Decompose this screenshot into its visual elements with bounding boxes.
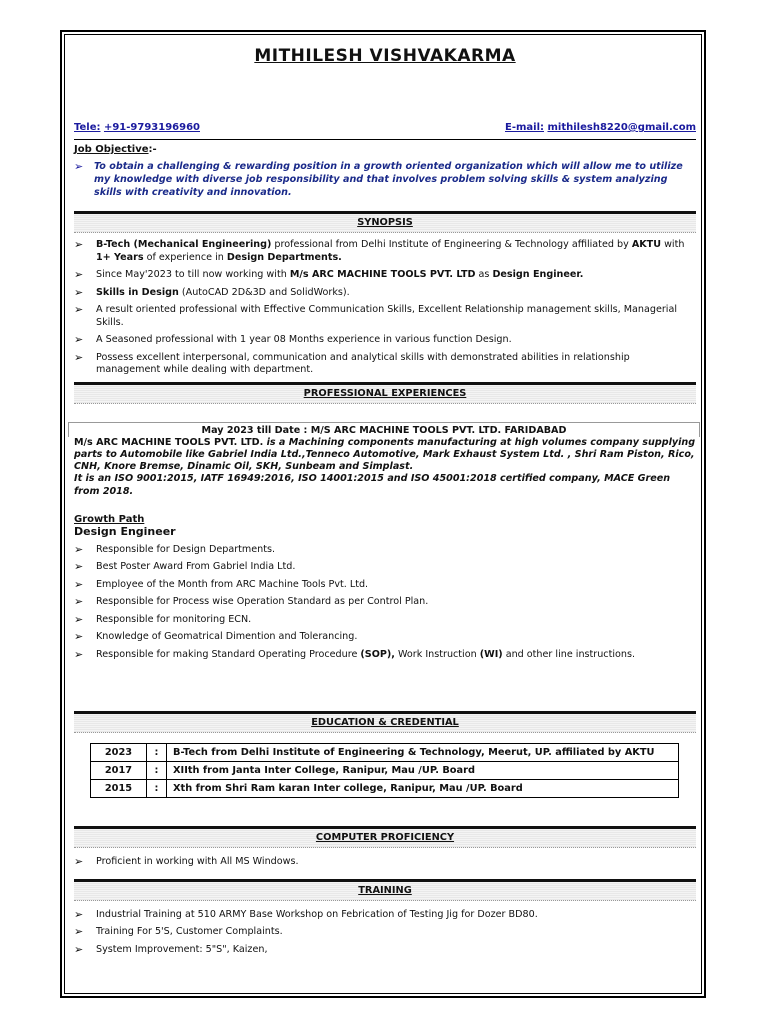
list-item [74,304,696,329]
education-desc-cell: B-Tech from Delhi Institute of Engineering & Technology, Meerut, UP. affiliated by AKTU [167,744,679,762]
education-sep-cell: : [147,744,167,762]
list-item [74,631,696,644]
table-row [91,744,679,762]
list-item-text: B-Tech (Mechanical Engineering) professional from Delhi Institute of Engineering & Technology affiliated by AKTU with 1+ Years of experience in Design Departments. [96,239,685,263]
list-item-text: Industrial Training at 510 ARMY Base Workshop on Febrication of Testing Jig for Dozer BD80. [96,908,538,920]
bullet-arrow-icon: ➢ [74,542,84,556]
synopsis-list [74,239,696,377]
company-description: M/s ARC MACHINE TOOLS PVT. LTD. is a Machining components manufacturing at high volumes company supplying parts to Automobile like Gabriel India Ltd.,Tenneco Automotive, Mark Exhaust System Ltd. , Shri Ram Piston, Rico, CNH, Knore Bremse, Dinamic Oil, SKH, Sunbeam and Simplast. It is an ISO 9001:2015, IATF 16949:2016, ISO 14001:2015 and ISO 45001:2018 certified company, MACE Green from 2018. [74,436,696,497]
list-item [74,909,696,922]
computer-heading: COMPUTER PROFICIENCY [74,826,696,848]
list-item [74,239,696,264]
phone-label: Tele: [74,122,101,133]
computer-list [74,856,696,869]
responsibility-list [74,544,696,662]
experience-period-bar: May 2023 till Date : M/S ARC MACHINE TOOLS PVT. LTD. FARIDABAD [68,422,700,437]
bullet-arrow-icon: ➢ [74,577,84,591]
contact-row [74,122,696,133]
bullet-arrow-icon: ➢ [74,612,84,626]
education-year-cell: 2017 [91,762,147,780]
list-item [74,596,696,609]
education-sep-cell: : [147,780,167,798]
list-item-text: Best Poster Award From Gabriel India Ltd. [96,561,296,573]
list-item-text: A result oriented professional with Effective Communication Skills, Excellent Relationship management skills, Managerial Skills. [96,304,678,328]
email-link[interactable]: mithilesh8220@gmail.com [547,122,696,133]
experience-heading: PROFESSIONAL EXPERIENCES [74,382,696,404]
list-item-text: A Seasoned professional with 1 year 08 Months experience in various function Design. [96,334,512,345]
education-sep-cell: : [147,762,167,780]
growth-path-title: Growth Path [74,513,145,525]
table-row [91,762,679,780]
bullet-arrow-icon: ➢ [74,303,84,316]
bullet-arrow-icon: ➢ [74,350,84,364]
training-heading: TRAINING [74,879,696,901]
objective-title: Job Objective:- [74,144,157,155]
education-desc-cell: XIIth from Janta Inter College, Ranipur, Mau /UP. Board [167,762,679,780]
list-item [74,926,696,939]
divider [74,139,696,140]
education-table [90,743,679,798]
list-item [74,544,696,557]
list-item [74,944,696,957]
bullet-arrow-icon: ➢ [74,285,84,299]
resume-page [74,40,696,961]
list-item-text: Since May'2023 to till now working with M/s ARC MACHINE TOOLS PVT. LTD as Design Engineer. [96,269,584,280]
list-item-text: Possess excellent interpersonal, communication and analytical skills with demonstrated abilities in relationship management while dealing with department. [96,351,630,375]
list-item-text: Responsible for Design Departments. [96,543,276,555]
phone-link[interactable]: +91-9793196960 [103,122,200,133]
objective-block [74,160,696,199]
list-item [74,269,696,282]
phone [74,122,200,133]
email-label: E-mail: [505,122,545,133]
list-item-text: Responsible for monitoring ECN. [96,613,252,625]
list-item [74,614,696,627]
table-row [91,780,679,798]
list-item [74,334,696,347]
list-item [74,352,696,377]
bullet-arrow-icon: ➢ [74,630,84,644]
synopsis-heading: SYNOPSIS [74,211,696,233]
bullet-arrow-icon: ➢ [74,855,84,869]
bullet-arrow-icon: ➢ [74,238,84,251]
list-item-text: Knowledge of Geomatrical Dimention and Tolerancing. [96,631,358,643]
list-item [74,856,696,869]
education-desc-cell: Xth from Shri Ram karan Inter college, Ranipur, Mau /UP. Board [167,780,679,798]
candidate-name: MITHILESH VISHVAKARMA [254,46,516,66]
list-item [74,561,696,574]
bullet-arrow-icon: ➢ [74,333,84,346]
list-item-text: Skills in Design (AutoCAD 2D&3D and SolidWorks). [96,286,350,298]
education-heading: EDUCATION & CREDENTIAL [74,711,696,733]
bullet-arrow-icon: ➢ [74,647,84,661]
bullet-arrow-icon: ➢ [74,595,84,609]
list-item [74,287,696,300]
list-item-text: Responsible for Process wise Operation Standard as per Control Plan. [96,596,429,608]
bullet-arrow-icon: ➢ [74,942,84,956]
list-item-text: Training For 5'S, Customer Complaints. [96,926,283,938]
bullet-arrow-icon: ➢ [74,560,84,574]
bullet-arrow-icon: ➢ [74,907,84,921]
list-item-text: System Improvement: 5"S", Kaizen, [96,943,268,955]
education-year-cell: 2015 [91,780,147,798]
list-item-text: Proficient in working with All MS Windows. [96,856,299,868]
role-title: Design Engineer [74,524,176,538]
bullet-arrow-icon: ➢ [74,925,84,939]
email [505,122,696,133]
education-year-cell: 2023 [91,744,147,762]
training-list [74,909,696,957]
list-item-text: Employee of the Month from ARC Machine Tools Pvt. Ltd. [96,578,369,590]
bullet-arrow-icon: ➢ [74,160,84,173]
list-item-text: Responsible for making Standard Operating Procedure (SOP), Work Instruction (WI) and other line instructions. [96,648,636,660]
list-item [74,649,696,662]
list-item [74,579,696,592]
bullet-arrow-icon: ➢ [74,268,84,281]
objective-text: To obtain a challenging & rewarding position in a growth oriented organization which will allow me to utilize my knowledge with diverse job responsibility and that involves problem solving skills & system analyzing skills with creativity and innovation. [94,161,683,198]
